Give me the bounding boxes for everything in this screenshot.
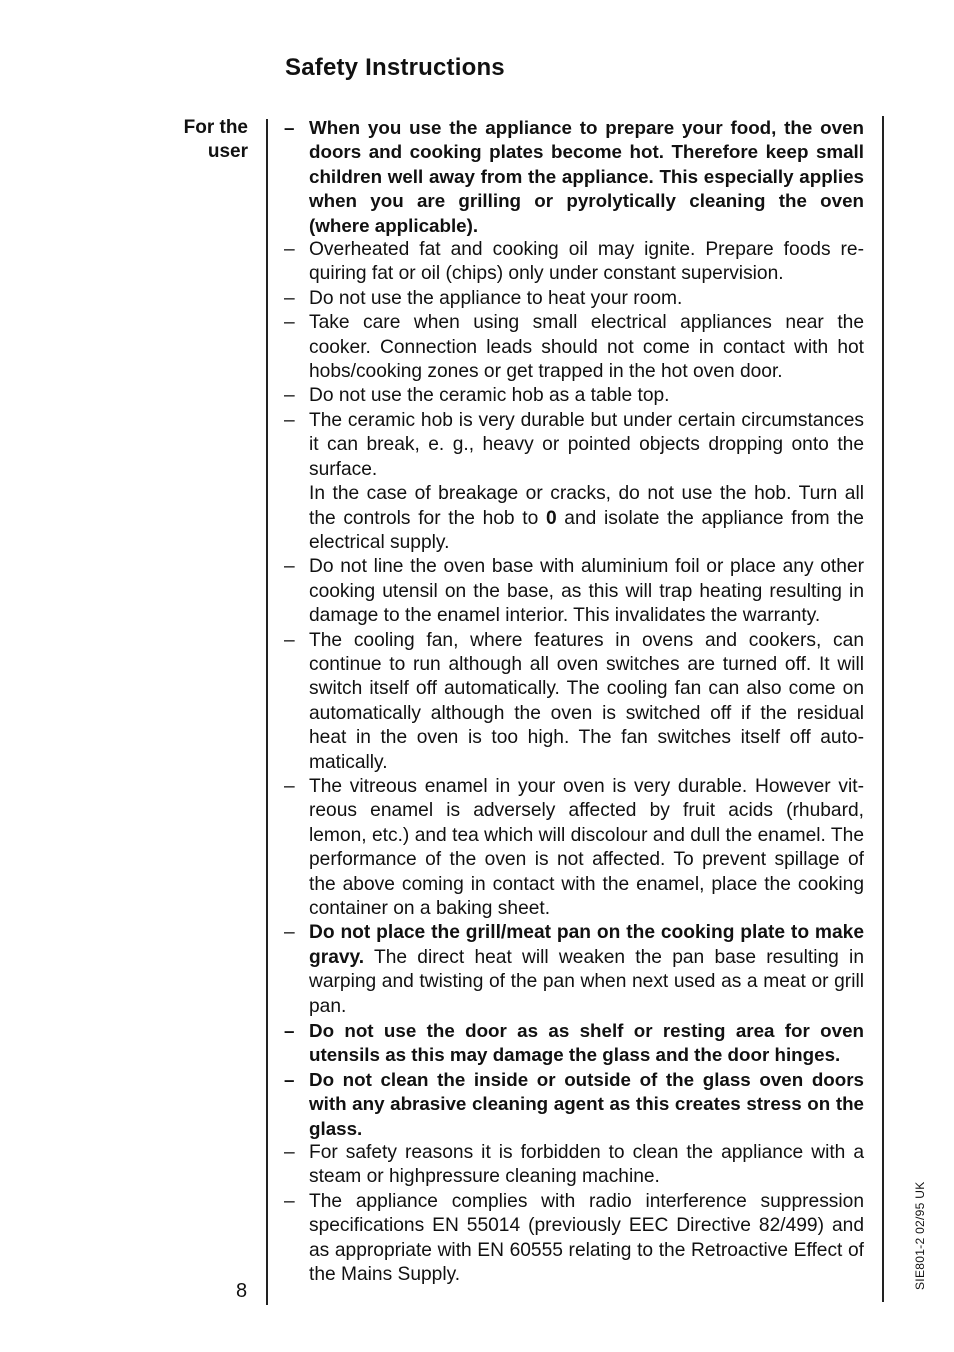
item-bold-text: Do not clean the inside or outside of the glass oven doors with any abrasive cleaning agent as this creates stress on the glass. (309, 1068, 864, 1139)
item-text: The ceramic hob is very durable but under certain circumstances it can break, e. g., heavy or pointed objects dropping onto the surface. (309, 409, 864, 480)
item-text: The vitreous enamel in your oven is very durable. However vitreous enamel is adversely affected by fruit acids (rhubard, lemon, etc.) and tea which will discolour and dull the enamel. The performance of the oven is not affected. To prevent spillage of the above coming in contact with the enamel, place the cooking container on a baking sheet. (309, 775, 864, 919)
item-text: Do not use the appliance to heat your room. (309, 287, 683, 309)
page-number: 8 (236, 1280, 248, 1302)
list-item (284, 1141, 864, 1190)
item-bold-text: When you use the appliance to prepare your food, the oven doors and cooking plates become hot. Therefore keep small children well away from the appliance. This especially applies when you are grilling or pyrolytically cleaning the oven (where applicable). (309, 117, 864, 236)
side-label-line1: For the (183, 117, 248, 138)
item-text: The direct heat will weaken the pan base resulting in warping and twisting of the pan when next used as a meat or grill pan. (309, 946, 864, 1017)
left-margin-rule (266, 119, 268, 1305)
breakage-paragraph (309, 482, 864, 555)
list-item (284, 384, 864, 408)
list-item (284, 116, 864, 238)
list-item (284, 409, 864, 555)
list-item (284, 629, 864, 775)
breakage-zero: 0 (545, 507, 557, 529)
list-item (284, 921, 864, 1019)
item-text: The appliance complies with radio interference suppression specifications EN 55014 (previously EEC Directive 82/499) and as appropriate with EN 60555 relating to the Retroactive Effect of the Mains Supply. (309, 1190, 864, 1286)
item-bold-text: Do not place the grill/meat pan on the cooking plate to make gravy. (309, 922, 864, 968)
item-text: Overheated fat and cooking oil may ignite. Prepare foods requiring fat or oil (chips) only under constant supervision. (309, 239, 864, 285)
list-item (284, 238, 864, 287)
list-item (284, 1190, 864, 1288)
item-text: For safety reasons it is forbidden to clean the appliance with a steam or highpressure cleaning machine. (309, 1142, 864, 1188)
list-item (284, 287, 864, 311)
item-text: Do not use the ceramic hob as a table top. (309, 385, 670, 407)
instructions-list (284, 116, 864, 1288)
item-bold-text: Do not use the door as as shelf or resting area for oven utensils as this may damage the glass and the door hinges. (309, 1020, 864, 1066)
list-item (284, 311, 864, 384)
list-item (284, 1019, 864, 1068)
right-margin-rule (882, 116, 884, 1302)
item-text: Take care when using small electrical appliances near the cooker. Connection leads should not come in contact with hot hobs/cooking zones or get trapped in the hot oven door. (309, 312, 864, 383)
list-item (284, 1068, 864, 1141)
item-text: The cooling fan, where features in ovens and cookers, can continue to run although all oven switches are turned off. It will switch itself off automatically. The cooling fan can also come on automatically although the oven is switched off if the residual heat in the oven is too high. The fan switches itself off automatically. (309, 629, 864, 773)
side-label (140, 116, 248, 164)
breakage-text-after: and isolate the appliance from the electrical supply. (309, 507, 864, 553)
page-title: Safety Instructions (285, 54, 505, 81)
breakage-text-before: In the case of breakage or cracks, do not use the hob. Turn all the controls for the hob to (309, 483, 864, 529)
list-item (284, 555, 864, 628)
item-text: Do not line the oven base with aluminium foil or place any other cooking utensil on the base, as this will trap heating resulting in damage to the enamel interior. This invalidates the warranty. (309, 556, 864, 627)
document-code: SIE801-2 02/95 UK (913, 1181, 927, 1290)
side-label-line2: user (207, 141, 248, 162)
list-item (284, 775, 864, 921)
